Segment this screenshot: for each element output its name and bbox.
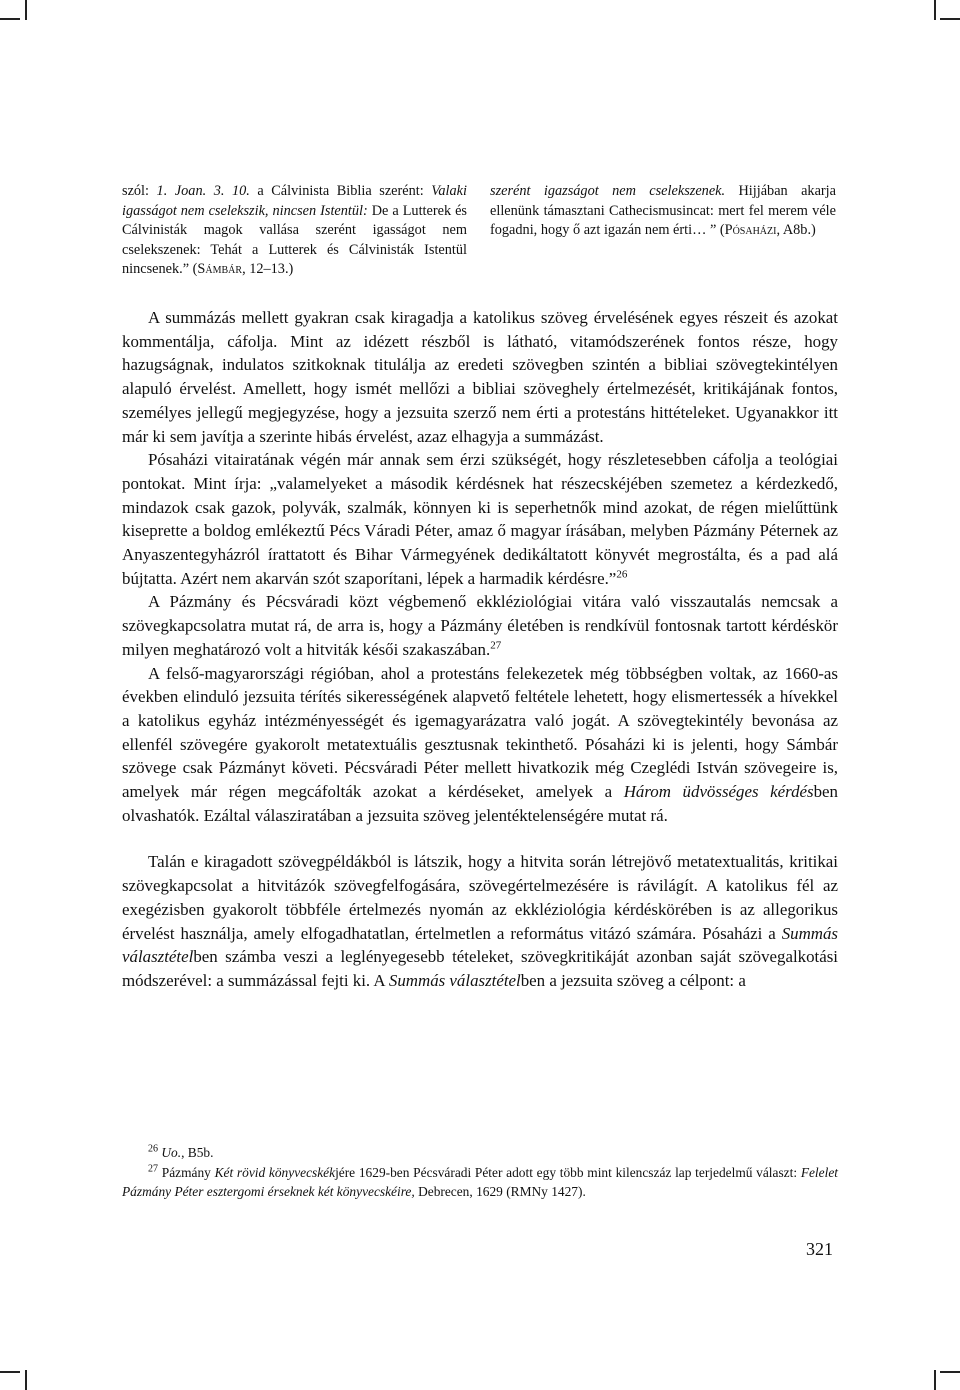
- paragraph-text: ben a jezsuita szöveg a célpont: a: [520, 970, 746, 990]
- footnote-text: jére 1629-ben Pécsváradi Péter adott egy több mint kilencszáz lap terjedelmű választ:: [335, 1164, 801, 1180]
- paragraph-text: Pósaházi vitairatának végén már annak sem érzi szükségét, hogy részletesebben cáfolja a teológiai pontokat. Mint írja: „valamelyeket a második kérdésnek hat részecskéjében szemetez a kérdezkedő, mindazok csak gazok, polyvák, szalmák, könnyen ki is seperhetnők mind azokat, de régen mielűttünk kiseprette a boldog emlékeztű Pécs Váradi Péter, amaz ő magyar írásában, melyben Pázmány Péternek az Anyaszentegyházról írattatott és Bihar Vármegyének dedikáltatott könyvét megrostálta, és a pad alá bújtatta. Azért nem akarván szót szaporítani, lépek a harmadik kérdésre.”: [122, 450, 838, 588]
- crop-mark-bottom-right-v: [934, 1370, 936, 1390]
- quote-source-page: , 12–13.): [242, 261, 294, 278]
- paragraph-text: ben számba veszi a leglényegesebb tételeket, szövegkritikáját azonban saját szövegalkotási módszerével: a summázással fejti ki. A: [122, 947, 838, 990]
- footnote-italic: Uo.: [161, 1145, 182, 1160]
- quote-italic: szerént igazságot nem cselekszenek.: [490, 183, 726, 199]
- paragraph-text: Talán e kiragadott szövegpéldákból is látszik, hogy a hitvita során létrejövő metatextualitás, kritikai szövegkapcsolat a hitvitázók szövegfelfogására, szövegértelmezésére is rávilágít. A katolikus fél az exegézisben gyakorolt többféle értelmezés nyomán az ekkléziológia kérdéskörében is az allegorikus érvelést használja, amely elfogadhatatlan, értelmetlen a református vitázó számára. Pósaházi a: [122, 852, 838, 943]
- quote-italic: Valaki igasságot nem cselekszik, nincsen Istentül:: [122, 183, 467, 219]
- footnotes: [122, 1143, 838, 1202]
- page-number: 321: [806, 1239, 833, 1259]
- book-title: Summás választétel: [122, 923, 838, 967]
- paragraph-text: A Pázmány és Pécsváradi közt végbemenő ekkléziológiai vitára való visszautalás nemcsak a szövegkapcsolatra mutat rá, de arra is, hogy a Pázmány életében is rendkívül fontosnak tartott kérdéskör milyen meghatározó volt a hitviták késői szakaszában.: [122, 592, 838, 659]
- paragraph-text: ben olvashatók. Ezáltal válasziratában a jezsuita szöveg jelentéktelenségére mutat rá.: [122, 782, 838, 825]
- paragraph: A summázás mellett gyakran csak kiragadja a katolikus szöveg érvelésének egyes részeit és azokat kommentálja, cáfolja. Mint az idézett részből is látható, vitamódszerének fontos része, hogy hazugságnak, indulatos szitkoknak titulálja az eredeti szövegben szintén a bibliai szövegtekintélyen alapuló érvelést. Amellett, hogy ismét mellőzi a bibliai szöveghely értelmezését, kritikájának fontos, személyes jellegű megjegyzése, hogy a jezsuita szerző nem érti a protestáns hittételeket. Ugyanakkor itt már ki sem javítja a szerinte hibás érvelést, azaz elhagyja a summázást.: [122, 308, 838, 446]
- quote-source-author: Sámbár: [197, 261, 243, 278]
- paragraph: [122, 662, 838, 828]
- footnote-27: [122, 1163, 838, 1202]
- footnote-ref[interactable]: 26: [616, 568, 628, 581]
- book-title: Három üdvösséges kérdés: [623, 782, 814, 802]
- book-title: Summás választétel: [388, 970, 521, 990]
- quote-right-column: [490, 182, 836, 241]
- main-text: [122, 306, 838, 993]
- footnote-text: Pázmány: [161, 1164, 215, 1180]
- quote-text: Hijjában akarja ellenünk támasztani Cathecismusincat: mert fel merem véle fogadni, hogy ő azt igazán nem érti… ” (: [490, 183, 837, 239]
- quote-source-author: Pósaházi: [724, 222, 777, 239]
- quote-text: a Cálvinista Biblia szerént:: [249, 183, 432, 199]
- crop-mark-bottom-left-h: [0, 1371, 20, 1373]
- footnote-text: Debrecen, 1629 (RMNy 1427).: [414, 1184, 586, 1199]
- footnote-text: , B5b.: [181, 1145, 214, 1160]
- paragraph-text: A felső-magyarországi régióban, ahol a protestáns felekezetek még többségben voltak, az 1660-as években elinduló jezsuita térítés sikerességének alapvető feltétele lehetett, hogy elismertessék a hívekkel a katolikus egyház intézményességét és igemagyarázatra való jogát. A szövegtekintély bevonása az ellenfél szövegére gyakorolt metatextuális gesztusnak tekinthető. Pósaházi ki is jelenti, hogy Sámbár szövege csak Pázmányt követi. Pécsváradi Péter mellett hivatkozik még Czeglédi István szövegeire is, amelyek már régen megcáfolták azokat a kérdéseket, amelyek a: [122, 663, 838, 802]
- paragraph: [122, 448, 838, 590]
- footnote-italic: Két rövid könyvecskék: [214, 1164, 336, 1180]
- quote-text: szól:: [122, 183, 157, 199]
- quote-text: De a Lutterek és Cálvinisták magok vallása szerént igasságot nem cselekszenek: Tehát a Lutterek és Cálvinisták Istentül nincsenek.” (: [122, 202, 467, 278]
- crop-mark-bottom-left-v: [25, 1370, 27, 1390]
- footnote-number: 27: [148, 1163, 158, 1175]
- quote-left-column: [122, 182, 467, 280]
- crop-mark-top-right-v: [934, 0, 936, 20]
- footnote-ref[interactable]: 27: [490, 639, 502, 652]
- crop-mark-top-right-h: [940, 18, 960, 20]
- footnote-italic: Felelet Pázmány Péter esztergomi érseknek két könyvecskéire,: [122, 1164, 838, 1199]
- crop-mark-top-left-h: [0, 18, 20, 20]
- footnote-number: 26: [148, 1143, 158, 1155]
- quote-bible-ref: 1. Joan. 3. 10.: [156, 183, 250, 199]
- crop-mark-top-left-v: [25, 0, 27, 20]
- paragraph: [122, 590, 838, 661]
- paragraph: [122, 850, 838, 992]
- footnote-26: [122, 1143, 838, 1163]
- quote-source-page: , A8b.): [776, 222, 816, 239]
- crop-mark-bottom-right-h: [940, 1371, 960, 1373]
